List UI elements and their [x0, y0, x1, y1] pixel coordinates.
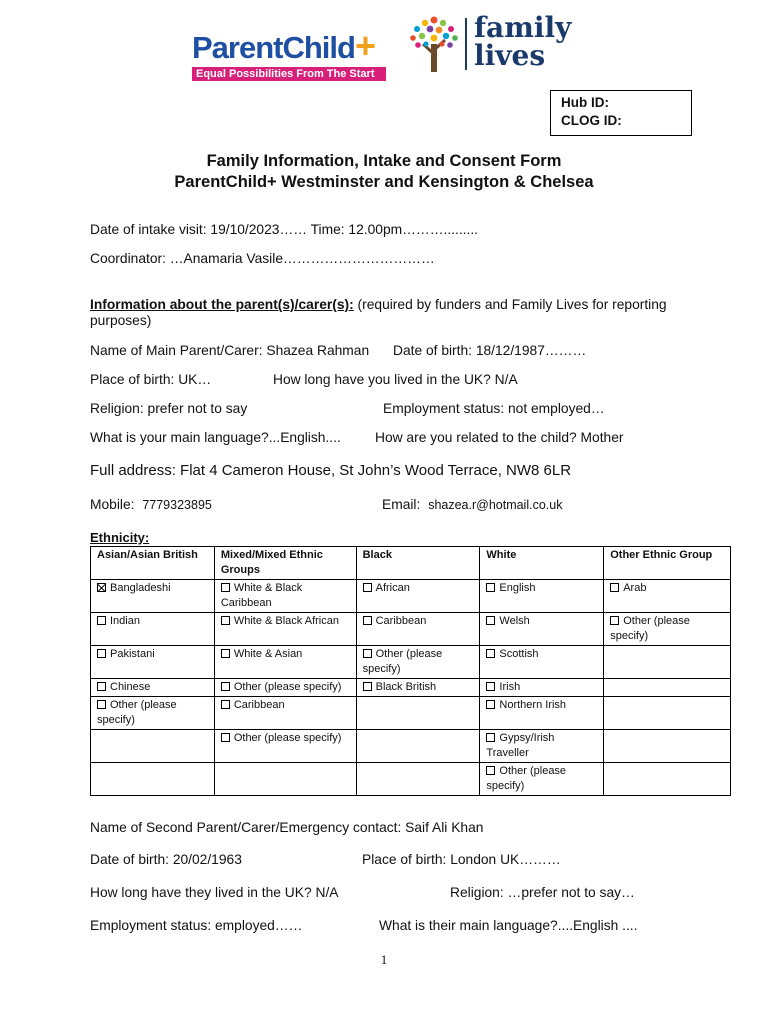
ethnicity-option-label: Caribbean	[375, 615, 427, 627]
ethnicity-option-label: White & Asian	[233, 648, 303, 660]
clog-id-label: CLOG ID:	[561, 113, 622, 128]
ethnicity-cell	[214, 646, 356, 679]
ethnicity-row	[91, 613, 731, 646]
pc-logo-plus: +	[354, 25, 376, 66]
checkbox[interactable]	[363, 649, 372, 658]
checkbox[interactable]	[610, 583, 619, 592]
email-field	[382, 497, 562, 512]
ethnicity-option-label: Other (please specify)	[610, 615, 690, 642]
checkbox[interactable]	[486, 682, 495, 691]
ethnicity-cell	[356, 646, 480, 679]
ethnicity-cell	[604, 679, 731, 697]
ethnicity-cell	[214, 580, 356, 613]
ethnicity-option-label: Other (please specify)	[233, 732, 342, 744]
hub-id-label: Hub ID:	[561, 95, 609, 110]
second-parent-dob: Date of birth: 20/02/1963	[90, 852, 242, 867]
checkbox[interactable]	[97, 700, 106, 709]
ethnicity-row	[91, 763, 731, 796]
checkbox[interactable]	[97, 682, 106, 691]
family-lives-tree-icon	[405, 14, 463, 74]
mobile-label: Mobile:	[90, 497, 135, 512]
ethnicity-cell	[480, 679, 604, 697]
ethnicity-option-label: Indian	[110, 615, 140, 627]
intake-date-time: Date of intake visit: 19/10/2023…… Time: 12.00pm……….........	[90, 222, 479, 237]
form-title: Family Information, Intake and Consent Form	[206, 152, 562, 170]
ethnicity-cell	[214, 697, 356, 730]
col-header: Mixed/Mixed Ethnic Groups	[214, 547, 356, 580]
second-parent-pob: Place of birth: London UK………	[362, 852, 561, 867]
ethnicity-cell	[356, 580, 480, 613]
form-subtitle: ParentChild+ Westminster and Kensington & Chelsea	[174, 173, 594, 191]
fl-logo-line1: family	[474, 11, 572, 44]
ethnicity-option-label: African	[375, 582, 410, 594]
second-parent-name: Name of Second Parent/Carer/Emergency contact: Saif Ali Khan	[90, 820, 484, 835]
ethnicity-cell	[356, 679, 480, 697]
main-parent-address: Full address: Flat 4 Cameron House, St John’s Wood Terrace, NW8 6LR	[90, 462, 572, 479]
ethnicity-option-label: Gypsy/Irish Traveller	[486, 732, 555, 759]
checkbox[interactable]	[610, 616, 619, 625]
ethnicity-heading: Ethnicity:	[90, 530, 150, 545]
ethnicity-option-label: Irish	[499, 681, 521, 693]
checkbox[interactable]	[363, 682, 372, 691]
coordinator: Coordinator: …Anamaria Vasile……………………………	[90, 251, 435, 266]
ethnicity-option-label: Other (please specify)	[233, 681, 342, 693]
checkbox[interactable]	[97, 616, 106, 625]
ethnicity-cell	[356, 613, 480, 646]
ethnicity-cell	[480, 580, 604, 613]
checkbox[interactable]	[221, 583, 230, 592]
ethnicity-cell	[356, 763, 480, 796]
family-lives-logo	[474, 11, 572, 72]
ethnicity-option-label: Black British	[375, 681, 437, 693]
checkbox[interactable]	[221, 733, 230, 742]
main-parent-employment: Employment status: not employed…	[383, 401, 605, 416]
parent-heading-note2: purposes)	[90, 313, 152, 328]
checkbox[interactable]	[486, 766, 495, 775]
ethnicity-option-label: White & Black Caribbean	[220, 582, 303, 609]
ethnicity-row	[91, 580, 731, 613]
ethnicity-option-label: Scottish	[499, 648, 539, 660]
checkbox[interactable]	[486, 649, 495, 658]
second-parent-lived: How long have they lived in the UK? N/A	[90, 885, 339, 900]
ethnicity-cell	[480, 763, 604, 796]
second-parent-language: What is their main language?....English ....	[379, 918, 638, 933]
ethnicity-row	[91, 697, 731, 730]
col-header: Asian/Asian British	[91, 547, 215, 580]
ethnicity-cell	[480, 613, 604, 646]
ethnicity-cell	[604, 613, 731, 646]
ethnicity-cell	[604, 730, 731, 763]
main-parent-language: What is your main language?...English....	[90, 430, 341, 445]
ethnicity-cell	[604, 697, 731, 730]
main-parent-religion: Religion: prefer not to say	[90, 401, 248, 416]
main-parent-pob: Place of birth: UK…	[90, 372, 212, 387]
ethnicity-cell	[214, 613, 356, 646]
ethnicity-option-label: Northern Irish	[499, 699, 567, 711]
checkbox[interactable]	[97, 649, 106, 658]
email-label: Email:	[382, 497, 421, 512]
second-parent-employment: Employment status: employed……	[90, 918, 303, 933]
ethnicity-row	[91, 679, 731, 697]
checkbox[interactable]	[363, 583, 372, 592]
ethnicity-cell	[91, 646, 215, 679]
ethnicity-option-label: Arab	[623, 582, 647, 594]
ethnicity-cell	[604, 646, 731, 679]
main-parent-name: Name of Main Parent/Carer: Shazea Rahman	[90, 343, 370, 358]
main-parent-dob: Date of birth: 18/12/1987………	[393, 343, 587, 358]
ethnicity-cell	[604, 580, 731, 613]
col-header: White	[480, 547, 604, 580]
parent-section-heading	[90, 297, 690, 312]
main-parent-lived: How long have you lived in the UK? N/A	[273, 372, 518, 387]
ethnicity-cell	[91, 580, 215, 613]
logo-divider	[465, 18, 467, 70]
checkbox[interactable]	[221, 649, 230, 658]
ethnicity-cell	[91, 697, 215, 730]
col-header: Black	[356, 547, 480, 580]
checkbox[interactable]	[486, 616, 495, 625]
id-box	[550, 90, 692, 136]
ethnicity-option-label: Welsh	[499, 615, 530, 627]
ethnicity-option-label: Other (please specify)	[97, 699, 177, 726]
ethnicity-cell	[480, 646, 604, 679]
ethnicity-cell	[604, 763, 731, 796]
checkbox[interactable]	[486, 733, 495, 742]
parentchild-logo	[192, 25, 386, 81]
ethnicity-cell	[356, 697, 480, 730]
ethnicity-header-row	[91, 547, 731, 580]
ethnicity-option-label: White & Black African	[233, 615, 339, 627]
second-parent-religion: Religion: …prefer not to say…	[450, 885, 635, 900]
checkbox-checked[interactable]	[97, 583, 106, 592]
col-header: Other Ethnic Group	[604, 547, 731, 580]
ethnicity-cell	[214, 730, 356, 763]
ethnicity-option-label: Caribbean	[233, 699, 285, 711]
main-parent-relation: How are you related to the child? Mother	[375, 430, 624, 445]
parent-heading-label: Information about the parent(s)/carer(s):	[90, 297, 354, 312]
checkbox[interactable]	[221, 700, 230, 709]
ethnicity-cell	[91, 679, 215, 697]
ethnicity-cell	[91, 730, 215, 763]
page-number: 1	[380, 952, 388, 967]
ethnicity-cell	[214, 763, 356, 796]
checkbox[interactable]	[221, 616, 230, 625]
pc-logo-child: Child	[282, 30, 355, 65]
ethnicity-option-label: Chinese	[110, 681, 151, 693]
ethnicity-option-label: Pakistani	[110, 648, 155, 660]
ethnicity-cell	[214, 679, 356, 697]
mobile-value: 7779323895	[142, 498, 212, 512]
pc-logo-parent: Parent	[192, 30, 283, 65]
fl-logo-line2: lives	[474, 39, 546, 72]
parent-heading-note: (required by funders and Family Lives for reporting	[353, 297, 667, 312]
ethnicity-cell	[91, 763, 215, 796]
mobile-field	[90, 497, 212, 512]
ethnicity-table	[90, 546, 731, 796]
ethnicity-option-label: Other (please specify)	[362, 648, 443, 675]
ethnicity-cell	[480, 697, 604, 730]
ethnicity-option-label: Bangladeshi	[110, 582, 171, 594]
ethnicity-cell	[356, 730, 480, 763]
ethnicity-row	[91, 646, 731, 679]
ethnicity-option-label: Other (please specify)	[486, 765, 567, 792]
checkbox[interactable]	[486, 583, 495, 592]
pc-tagline: Equal Possibilities From The Start	[192, 67, 386, 81]
ethnicity-row	[91, 730, 731, 763]
checkbox[interactable]	[486, 700, 495, 709]
ethnicity-option-label: English	[499, 582, 536, 594]
email-value: shazea.r@hotmail.co.uk	[428, 498, 563, 512]
checkbox[interactable]	[363, 616, 372, 625]
ethnicity-cell	[91, 613, 215, 646]
checkbox[interactable]	[221, 682, 230, 691]
ethnicity-cell	[480, 730, 604, 763]
